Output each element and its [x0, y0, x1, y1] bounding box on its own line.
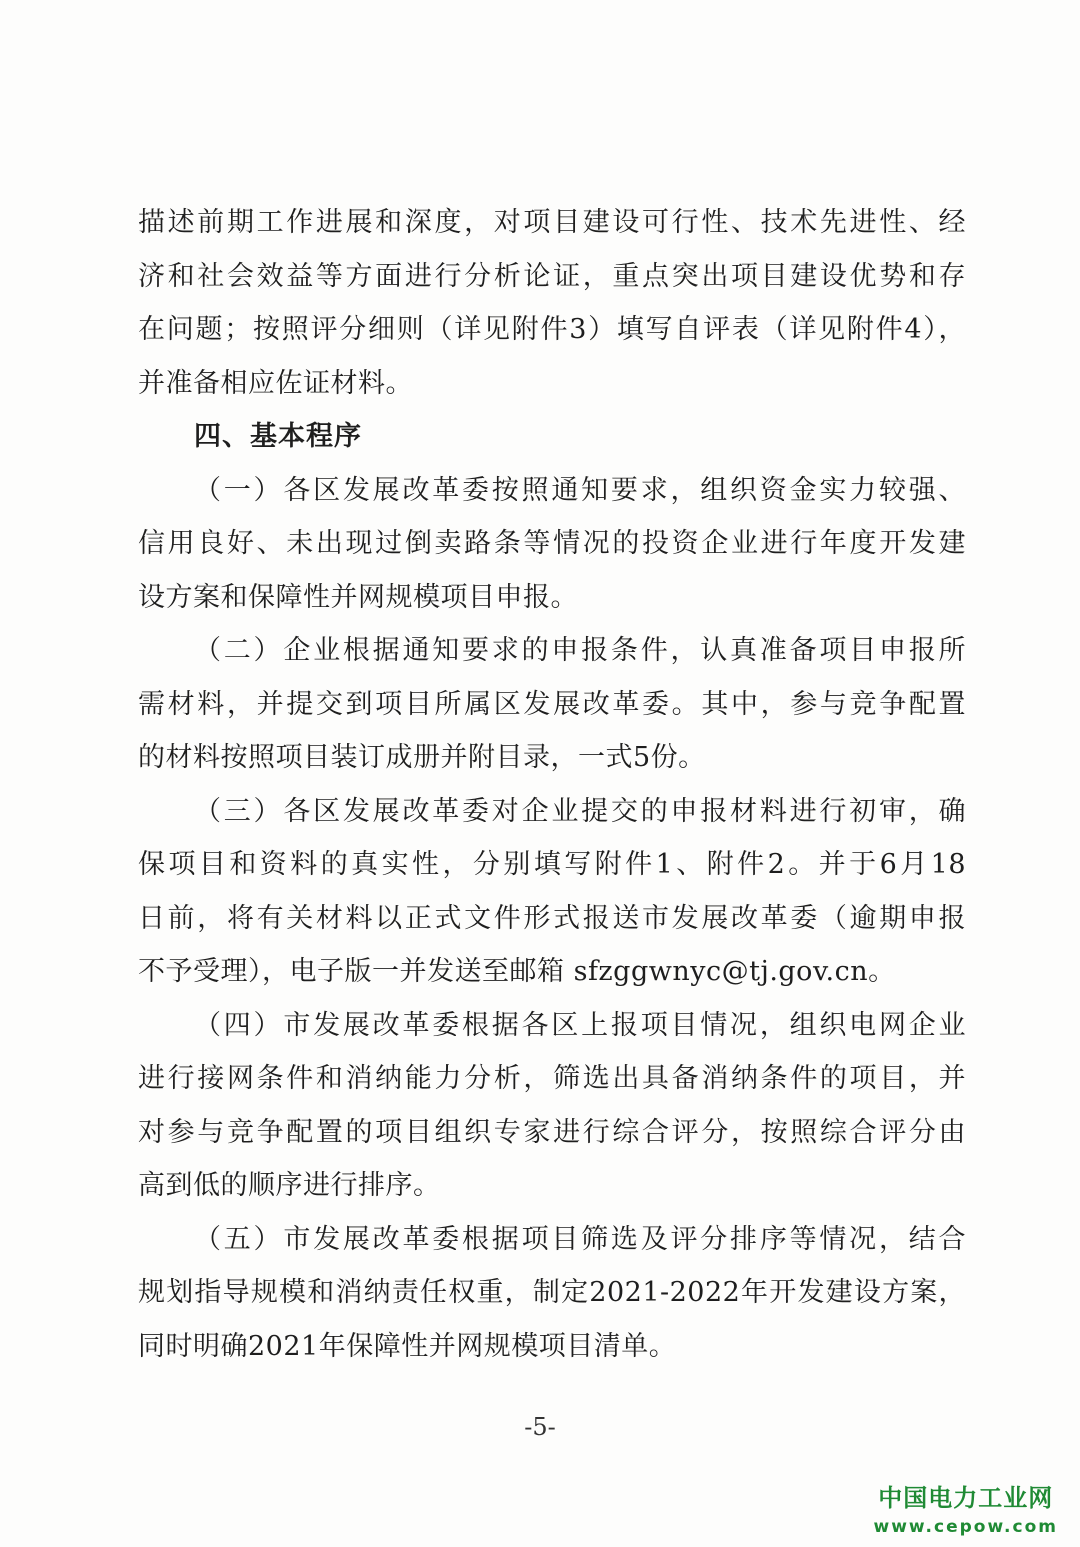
text-line: 对参与竞争配置的项目组织专家进行综合评分，按照综合评分由 [138, 1116, 966, 1148]
text-line: 设方案和保障性并网规模项目申报。 [138, 581, 578, 613]
page-number: -5- [524, 1413, 556, 1441]
watermark-url: www.cepow.com [873, 1517, 1058, 1537]
paragraph-continuation [138, 196, 966, 410]
text-line: （三）各区发展改革委对企业提交的申报材料进行初审，确 [194, 795, 966, 827]
text-line: （二）企业根据通知要求的申报条件，认真准备项目申报所 [194, 635, 966, 666]
text-line: 高到低的顺序进行排序。 [138, 1170, 441, 1201]
text-line-with-email: 不予受理），电子版一并发送至邮箱 sfzggwnyc@tj.gov.cn。 [138, 956, 896, 987]
paragraph-item-5 [138, 1213, 966, 1374]
text-line: 同时明确2021年保障性并网规模项目清单。 [138, 1330, 677, 1362]
text-line: 进行接网条件和消纳能力分析，筛选出具备消纳条件的项目，并 [138, 1063, 966, 1094]
text-line: 的材料按照项目装订成册并附目录，一式5份。 [138, 742, 706, 773]
site-watermark [874, 1478, 1059, 1537]
paragraph-item-2 [138, 624, 966, 785]
section-heading [138, 410, 966, 464]
text-line: 需材料，并提交到项目所属区发展改革委。其中，参与竞争配置 [138, 688, 966, 720]
text-line: 规划指导规模和消纳责任权重，制定2021-2022年开发建设方案， [138, 1277, 966, 1308]
paragraph-item-1 [138, 464, 966, 625]
text-line: 并准备相应佐证材料。 [138, 367, 413, 399]
watermark-name: 中国电力工业网 [878, 1484, 1054, 1512]
paragraph-item-3 [138, 785, 966, 999]
text-line: 描述前期工作进展和深度，对项目建设可行性、技术先进性、经 [138, 207, 966, 238]
text-line: 保项目和资料的真实性，分别填写附件1、附件2。并于6月18 [138, 849, 966, 880]
text-line: （一）各区发展改革委按照通知要求，组织资金实力较强、 [194, 474, 966, 506]
text-line: （四）市发展改革委根据各区上报项目情况，组织电网企业 [194, 1009, 966, 1041]
text-line: 信用良好、未出现过倒卖路条等情况的投资企业进行年度开发建 [138, 528, 966, 559]
text-line: 在问题；按照评分细则（详见附件3）填写自评表（详见附件4）， [138, 314, 966, 345]
paragraph-item-4 [138, 999, 966, 1213]
text-line: （五）市发展改革委根据项目筛选及评分排序等情况，结合 [194, 1223, 966, 1255]
document-body [138, 196, 966, 1373]
text-line: 日前，将有关材料以正式文件形式报送市发展改革委（逾期申报 [138, 902, 966, 934]
heading-basic-procedure: 四、基本程序 [194, 421, 362, 452]
text-line: 济和社会效益等方面进行分析论证，重点突出项目建设优势和存 [138, 260, 966, 292]
